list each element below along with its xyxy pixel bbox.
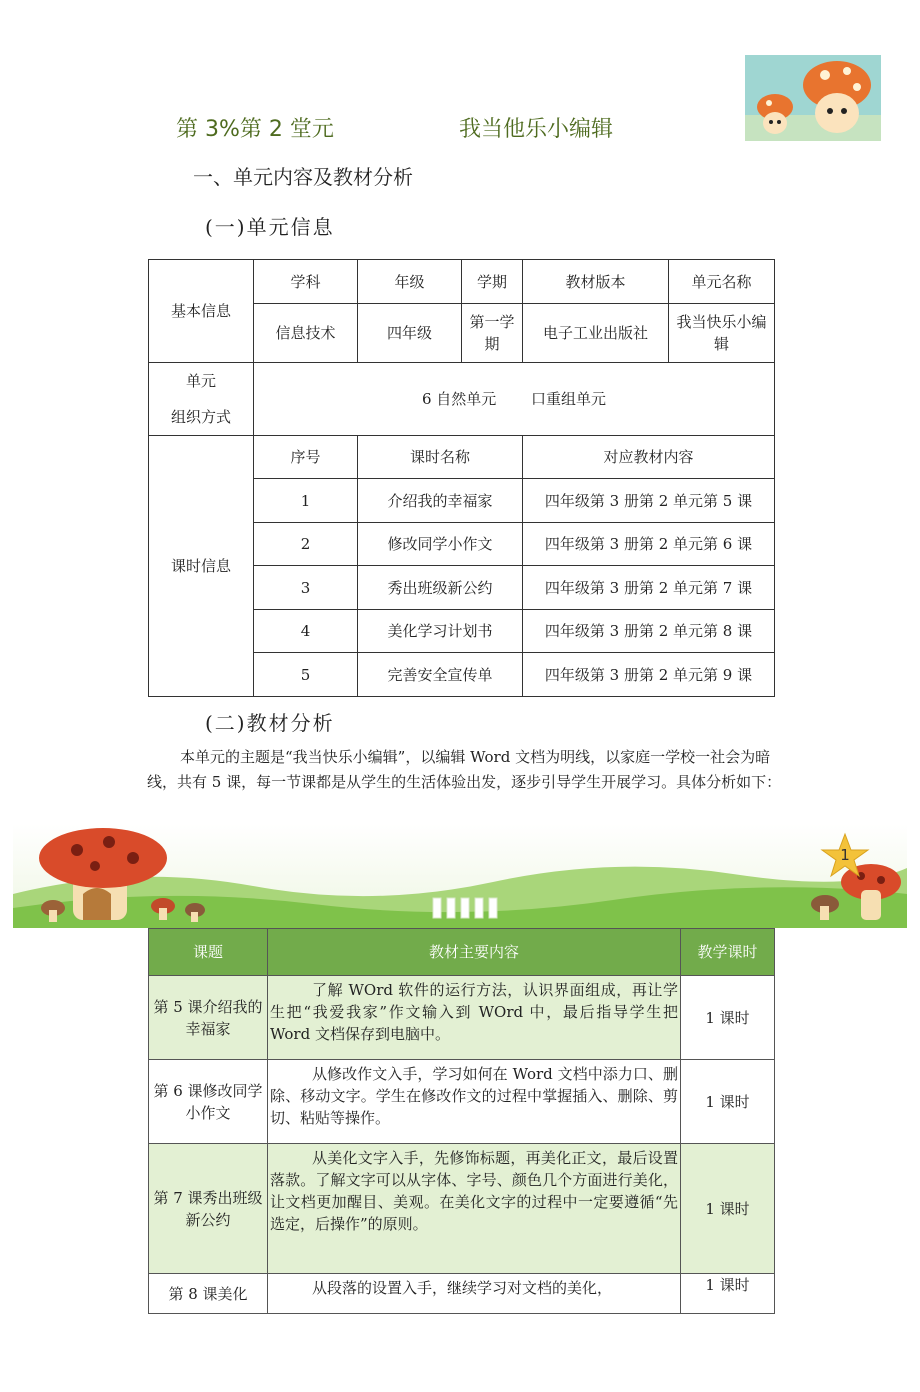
material-content-table [148, 928, 775, 1314]
lesson-topic: 第 7 课秀出班级新公约 [149, 1144, 268, 1274]
table-row [149, 976, 775, 1060]
column-header: 学期 [462, 260, 523, 304]
column-header: 单元名称 [669, 260, 775, 304]
description-text: 从修改作文入手，学习如何在 Word 文档中添力口、删除、移动文字。学生在修改作文的过程中掌握插入、删除、剪切、粘贴等操作。 [270, 1065, 678, 1127]
page-title-unit: 第 3%第 2 堂元 [176, 117, 334, 142]
lesson-content: 四年级第 3 册第 2 单元第 8 课 [523, 610, 775, 653]
subject-value: 信息技术 [254, 304, 358, 363]
lesson-number: 3 [254, 566, 358, 610]
table-row [149, 1060, 775, 1144]
column-header-topic: 课题 [149, 929, 268, 976]
lesson-description [268, 1144, 681, 1274]
mushroom-banner-icon [13, 824, 907, 928]
org-label-line: 单元 [185, 372, 216, 390]
lesson-number: 1 [254, 479, 358, 523]
analysis-paragraph [147, 745, 792, 795]
basic-info-label: 基本信息 [149, 260, 254, 363]
lesson-header: 对应教材内容 [523, 436, 775, 479]
table-row [149, 1274, 775, 1314]
column-header: 年级 [358, 260, 462, 304]
lesson-hours: 1 课时 [681, 1274, 775, 1314]
edition-value: 电子工业出版社 [523, 304, 669, 363]
lesson-description [268, 976, 681, 1060]
org-method-label [149, 363, 254, 436]
page-title-name: 我当他乐小编辑 [459, 117, 614, 142]
lesson-number: 2 [254, 523, 358, 566]
lesson-hours: 1 课时 [681, 1144, 775, 1274]
lesson-name: 完善安全宣传单 [358, 653, 523, 697]
lesson-content: 四年级第 3 册第 2 单元第 9 课 [523, 653, 775, 697]
column-header: 学科 [254, 260, 358, 304]
lesson-header: 课时名称 [358, 436, 523, 479]
description-text: 从段落的设置入手，继续学习对文档的美化， [312, 1279, 613, 1297]
table-row [149, 1144, 775, 1274]
lesson-topic: 第 5 课介绍我的幸福家 [149, 976, 268, 1060]
lesson-header: 序号 [254, 436, 358, 479]
term-value: 第一学期 [462, 304, 523, 363]
lesson-content: 四年级第 3 册第 2 单元第 7 课 [523, 566, 775, 610]
column-header-content: 教材主要内容 [268, 929, 681, 976]
column-header: 教材版本 [523, 260, 669, 304]
lesson-number: 5 [254, 653, 358, 697]
lesson-topic: 第 8 课美化 [149, 1274, 268, 1314]
lesson-name: 介绍我的幸福家 [358, 479, 523, 523]
description-text: 从美化文字入手，先修饰标题，再美化正文，最后设置落款。了解文字可以从字体、字号、颜色几个方面进行美化，让文档更加醒目、美观。在美化文字的过程中一定要遵循“先选定，后操作”的原则。 [270, 1149, 678, 1233]
org-label-line: 组织方式 [170, 408, 231, 426]
page-number: 1 [840, 846, 850, 864]
section-heading-unit-content: 一、单元内容及教材分析 [193, 165, 413, 189]
lesson-hours: 1 课时 [681, 1060, 775, 1144]
unit-info-table [148, 259, 775, 697]
lesson-info-label: 课时信息 [149, 436, 254, 697]
lesson-name: 秀出班级新公约 [358, 566, 523, 610]
analysis-text: 本单元的主题是“我当快乐小编辑”，以编辑 Word 文档为明线，以家庭一学校一社会为暗线，共有 5 课，每一节课都是从学生的生活体验出发，逐步引导学生开展学习。具体分析如下： [147, 748, 782, 791]
org-method-value: 6 自然单元 口重组单元 [254, 363, 775, 436]
lesson-content: 四年级第 3 册第 2 单元第 5 课 [523, 479, 775, 523]
lesson-content: 四年级第 3 册第 2 单元第 6 课 [523, 523, 775, 566]
section-heading-material-analysis: (二)教材分析 [205, 711, 335, 735]
lesson-number: 4 [254, 610, 358, 653]
column-header-hours: 教学课时 [681, 929, 775, 976]
unit-name-value: 我当快乐小编辑 [669, 304, 775, 363]
lesson-topic: 第 6 课修改同学小作文 [149, 1060, 268, 1144]
lesson-name: 美化学习计划书 [358, 610, 523, 653]
section-heading-unit-info: (一)单元信息 [205, 215, 335, 239]
lesson-description [268, 1060, 681, 1144]
lesson-description [268, 1274, 681, 1314]
description-text: 了解 WOrd 软件的运行方法，认识界面组成，再让学生把“我爱我家”作文输入到 WOrd 中，最后指导学生把 Word 文档保存到电脑中。 [270, 981, 678, 1043]
grade-value: 四年级 [358, 304, 462, 363]
lesson-name: 修改同学小作文 [358, 523, 523, 566]
mushroom-mascot-icon [745, 55, 881, 141]
lesson-hours: 1 课时 [681, 976, 775, 1060]
